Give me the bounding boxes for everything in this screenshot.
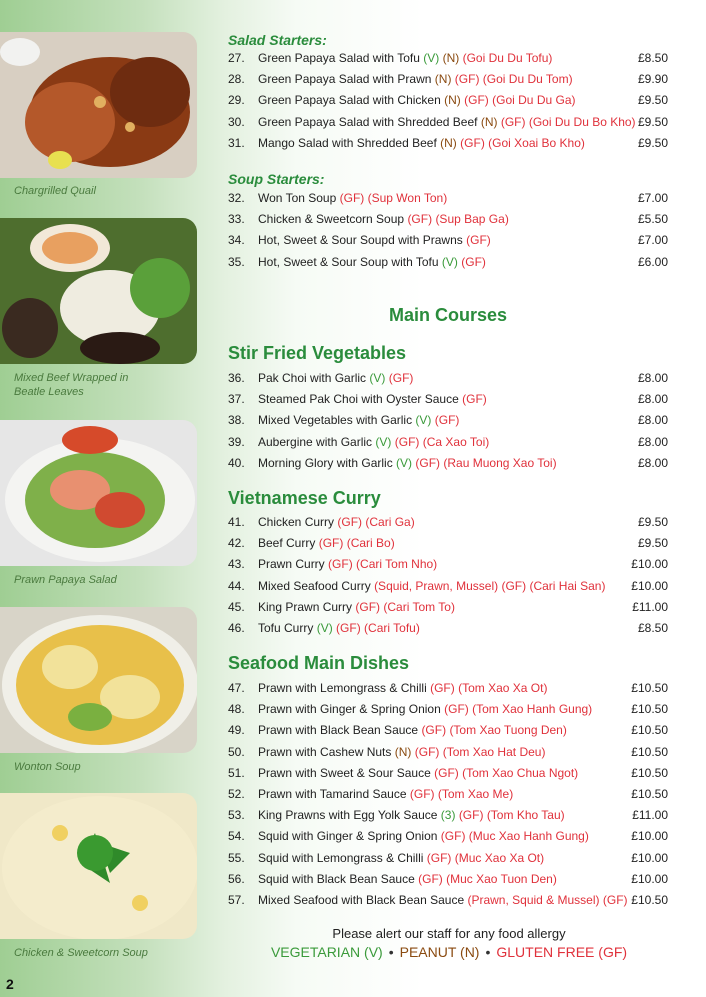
item-number: 43. <box>228 557 245 572</box>
item-name: Prawn Curry <box>258 557 325 572</box>
item-description <box>258 413 459 427</box>
item-description <box>258 435 489 449</box>
menu-item <box>228 808 668 826</box>
vietnamese-name: (Muc Xao Hanh Gung) <box>468 829 589 844</box>
gluten-free-tag: (GF) <box>434 765 459 780</box>
item-description <box>258 115 636 129</box>
gluten-free-tag: (GF) <box>418 871 443 886</box>
menu-item <box>228 787 668 805</box>
item-number: 42. <box>228 536 245 551</box>
menu-item <box>228 536 668 554</box>
vietnamese-name: (Rau Muong Xao Toi) <box>443 455 557 470</box>
gluten-free-tag: (GF) <box>318 536 344 551</box>
menu-item <box>228 456 668 474</box>
photo-wonton-soup <box>0 607 197 753</box>
vegetarian-tag: (V) <box>423 51 440 65</box>
item-description <box>258 392 487 406</box>
item-price: £9.50 <box>637 536 668 551</box>
item-name: Prawn with Black Bean Sauce <box>258 723 419 738</box>
gluten-free-tag: (GF) <box>466 233 491 248</box>
vietnamese-name: (Tom Xao Me) <box>437 787 514 801</box>
item-number: 51. <box>228 765 245 780</box>
gluten-free-tag: (GF) <box>337 515 363 529</box>
item-price: £8.00 <box>637 392 668 407</box>
peanut-tag: (N) <box>434 72 452 87</box>
vietnamese-name: (Tom Xao Tuong Den) <box>449 723 567 738</box>
item-number: 30. <box>228 114 245 129</box>
caption-chargrilled-quail: Chargrilled Quail <box>14 185 96 197</box>
item-price: £10.00 <box>631 850 668 865</box>
allergy-footer <box>228 926 670 960</box>
item-number: 48. <box>228 702 245 717</box>
item-detail: (Squid, Prawn, Mussel) <box>374 578 499 593</box>
vietnamese-name: (Muc Xao Xa Ot) <box>454 850 545 865</box>
vietnamese-name: (Cari Bo) <box>346 536 395 551</box>
item-name: Prawn with Cashew Nuts <box>258 744 392 759</box>
item-name: Squid with Black Bean Sauce <box>258 871 415 886</box>
item-description <box>258 681 547 695</box>
item-price: £10.50 <box>631 702 668 717</box>
item-name: Won Ton Soup <box>258 191 337 205</box>
main-courses-title: Main Courses <box>388 305 508 325</box>
legend-gluten-free: GLUTEN FREE (GF) <box>496 944 628 960</box>
item-price: £8.50 <box>637 621 668 635</box>
page-number: 2 <box>6 976 14 992</box>
gluten-free-tag: (GF) <box>602 893 628 907</box>
menu-item <box>228 681 668 699</box>
photo-chargrilled-quail <box>0 32 197 178</box>
item-description <box>258 136 585 150</box>
item-number: 31. <box>228 135 245 150</box>
item-name: King Prawns with Egg Yolk Sauce <box>258 808 438 823</box>
gluten-free-tag: (GF) <box>421 723 447 738</box>
vietnamese-name: (Cari Ga) <box>365 515 415 529</box>
photo-sidebar <box>0 0 215 997</box>
vietnamese-name: (Goi Du Du Ga) <box>492 93 576 108</box>
item-name: Chicken Curry <box>258 515 335 529</box>
allergy-notice: Please alert our staff for any food allergy <box>332 926 566 941</box>
menu-item <box>228 745 668 763</box>
gluten-free-tag: (GF) <box>430 681 455 695</box>
item-price: £7.00 <box>637 191 668 205</box>
vietnamese-name: (Ca Xao Toi) <box>422 434 490 449</box>
item-number: 46. <box>228 621 245 635</box>
item-description <box>258 93 576 107</box>
item-price: £8.00 <box>637 371 668 385</box>
vegetarian-tag: (3) <box>440 808 456 823</box>
gluten-free-tag: (GF) <box>458 808 484 823</box>
menu-item <box>228 392 668 410</box>
gluten-free-tag: (GF) <box>461 254 486 269</box>
item-price: £7.00 <box>637 233 668 248</box>
vegetarian-tag: (V) <box>441 254 458 269</box>
item-description <box>258 702 592 716</box>
menu-item <box>228 371 668 389</box>
gluten-free-tag: (GF) <box>339 191 365 205</box>
menu-item <box>228 255 668 273</box>
vegetarian-tag: (V) <box>369 371 386 385</box>
item-description <box>258 723 567 737</box>
item-name: Hot, Sweet & Sour Soupd with Prawns <box>258 233 463 248</box>
menu-item <box>228 557 668 575</box>
item-description <box>258 51 552 65</box>
vietnamese-name: (Muc Xao Tuon Den) <box>446 871 557 886</box>
item-name: Tofu Curry <box>258 621 314 635</box>
vietnamese-name: (Tom Xao Hat Deu) <box>442 744 546 759</box>
item-detail: (Prawn, Squid & Mussel) <box>467 893 600 907</box>
item-name: Squid with Lemongrass & Chilli <box>258 850 424 865</box>
item-number: 34. <box>228 233 245 248</box>
item-number: 27. <box>228 51 245 65</box>
item-price: £9.50 <box>637 515 668 529</box>
item-name: Hot, Sweet & Sour Soup with Tofu <box>258 254 439 269</box>
menu-item <box>228 136 668 154</box>
item-price: £10.00 <box>631 829 668 844</box>
item-description <box>258 872 557 886</box>
vietnamese-name: (Cari Tom To) <box>383 599 455 614</box>
item-description <box>258 766 578 780</box>
peanut-tag: (N) <box>440 135 457 150</box>
gluten-free-tag: (GF) <box>355 599 381 614</box>
gluten-free-tag: (GF) <box>464 93 489 108</box>
item-price: £5.50 <box>637 212 668 227</box>
section-title-seafood: Seafood Main Dishes <box>228 653 410 673</box>
item-name: Prawn with Ginger & Spring Onion <box>258 702 441 717</box>
item-price: £8.00 <box>637 455 668 470</box>
menu-item <box>228 93 668 111</box>
item-name: Green Papaya Salad with Chicken <box>258 93 441 108</box>
vietnamese-name: (Tom Xao Hanh Gung) <box>472 702 593 717</box>
item-description <box>258 557 437 571</box>
item-number: 45. <box>228 599 245 614</box>
vietnamese-name: (Tom Xao Xa Ot) <box>458 681 548 695</box>
legend-vegetarian: VEGETARIAN (V) <box>270 944 383 960</box>
gluten-free-tag: (GF) <box>409 787 435 801</box>
gluten-free-tag: (GF) <box>440 829 466 844</box>
item-number: 39. <box>228 434 245 449</box>
gluten-free-tag: (GF) <box>394 434 420 449</box>
item-description <box>258 808 565 822</box>
item-name: Beef Curry <box>258 536 316 551</box>
item-price: £9.50 <box>637 135 668 150</box>
vegetarian-tag: (V) <box>316 621 333 635</box>
peanut-tag: (N) <box>480 114 498 129</box>
item-description <box>258 893 628 907</box>
item-name: Chicken & Sweetcorn Soup <box>258 212 405 227</box>
item-number: 29. <box>228 93 245 108</box>
item-price: £9.50 <box>637 114 668 129</box>
item-number: 54. <box>228 829 245 844</box>
vietnamese-name: (Tom Kho Tau) <box>486 808 565 823</box>
item-description <box>258 72 573 86</box>
item-price: £8.00 <box>637 434 668 449</box>
item-name: Green Papaya Salad with Prawn <box>258 72 432 87</box>
item-number: 56. <box>228 871 245 886</box>
gluten-free-tag: (GF) <box>462 392 487 407</box>
item-price: £10.00 <box>631 557 668 572</box>
gluten-free-tag: (GF) <box>501 578 527 593</box>
menu-item <box>228 233 668 251</box>
item-name: Mixed Seafood Curry <box>258 578 371 593</box>
gluten-free-tag: (GF) <box>388 371 414 385</box>
item-price: £11.00 <box>632 599 668 614</box>
gluten-free-tag: (GF) <box>336 621 361 635</box>
item-number: 55. <box>228 850 245 865</box>
item-name: Pak Choi with Garlic <box>258 371 367 385</box>
item-description <box>258 456 557 470</box>
item-number: 49. <box>228 723 245 738</box>
item-description <box>258 621 420 635</box>
item-name: Prawn with Tamarind Sauce <box>258 787 407 801</box>
item-number: 47. <box>228 681 245 695</box>
item-price: £10.00 <box>631 871 668 886</box>
gluten-free-tag: (GF) <box>460 135 485 150</box>
item-number: 38. <box>228 413 245 428</box>
gluten-free-tag: (GF) <box>415 455 441 470</box>
item-name: Prawn with Lemongrass & Chilli <box>258 681 427 695</box>
gluten-free-tag: (GF) <box>414 744 440 759</box>
gluten-free-tag: (GF) <box>426 850 452 865</box>
section-title-stirfry: Stir Fried Vegetables <box>228 343 407 363</box>
item-price: £10.50 <box>631 787 668 801</box>
menu-item <box>228 579 668 597</box>
item-description <box>258 212 509 226</box>
menu-item <box>228 515 668 533</box>
item-price: £10.00 <box>631 578 668 593</box>
menu-item <box>228 435 668 453</box>
item-description <box>258 745 545 759</box>
item-description <box>258 787 513 801</box>
item-description <box>258 829 589 843</box>
vietnamese-name: (Sup Won Ton) <box>367 191 448 205</box>
menu-item <box>228 621 668 639</box>
vietnamese-name: (Cari Hai San) <box>529 578 606 593</box>
gluten-free-tag: (GF) <box>500 114 526 129</box>
gluten-free-tag: (GF) <box>454 72 480 87</box>
item-price: £9.50 <box>637 93 668 108</box>
menu-item <box>228 51 668 69</box>
item-number: 33. <box>228 212 245 227</box>
item-description <box>258 233 491 247</box>
item-price: £8.00 <box>637 413 668 428</box>
item-name: King Prawn Curry <box>258 599 353 614</box>
menu-item <box>228 191 668 209</box>
item-name: Prawn with Sweet & Sour Sauce <box>258 765 431 780</box>
vietnamese-name: (Cari Tom Nho) <box>356 557 438 572</box>
item-price: £8.50 <box>637 51 668 65</box>
caption-prawn-papaya-salad: Prawn Papaya Salad <box>14 574 117 586</box>
photo-chicken-sweetcorn-soup <box>0 793 197 939</box>
vietnamese-name: (Cari Tofu) <box>364 621 420 635</box>
item-name: Squid with Ginger & Spring Onion <box>258 829 438 844</box>
item-number: 41. <box>228 515 245 529</box>
item-price: £10.50 <box>631 893 668 907</box>
peanut-tag: (N) <box>444 93 461 108</box>
vietnamese-name: (Tom Xao Chua Ngot) <box>462 765 579 780</box>
vietnamese-name: (Goi Du Du Tofu) <box>462 51 553 65</box>
item-description <box>258 255 486 269</box>
item-price: £10.50 <box>631 744 668 759</box>
caption-mixed-beef: Mixed Beef Wrapped in Beatle Leaves <box>14 372 129 398</box>
menu-item <box>228 766 668 784</box>
item-name: Mango Salad with Shredded Beef <box>258 135 437 150</box>
menu-item <box>228 851 668 869</box>
photo-mixed-beef <box>0 218 197 364</box>
item-price: £10.50 <box>631 681 668 695</box>
vietnamese-name: (Goi Du Du Bo Kho) <box>528 114 636 129</box>
menu-item <box>228 872 668 890</box>
item-number: 50. <box>228 744 245 759</box>
item-number: 40. <box>228 455 245 470</box>
item-description <box>258 536 395 550</box>
item-name: Mixed Seafood with Black Bean Sauce <box>258 893 465 907</box>
item-description <box>258 515 415 529</box>
item-number: 32. <box>228 191 245 205</box>
legend-bullet: • <box>485 944 491 960</box>
vegetarian-tag: (V) <box>396 455 413 470</box>
menu-item <box>228 413 668 431</box>
item-price: £9.90 <box>637 72 668 87</box>
vegetarian-tag: (V) <box>415 413 432 428</box>
menu-item <box>228 893 668 911</box>
gluten-free-tag: (GF) <box>407 212 433 227</box>
menu-item <box>228 72 668 90</box>
item-number: 28. <box>228 72 245 87</box>
item-description <box>258 851 544 865</box>
item-description <box>258 579 605 593</box>
menu-item <box>228 212 668 230</box>
item-name: Aubergine with Garlic <box>258 434 373 449</box>
item-number: 35. <box>228 254 245 269</box>
item-price: £10.50 <box>631 765 668 780</box>
item-number: 57. <box>228 893 245 907</box>
item-name: Green Papaya Salad with Shredded Beef <box>258 114 478 129</box>
item-price: £11.00 <box>632 808 668 823</box>
vietnamese-name: (Goi Xoai Bo Kho) <box>488 135 585 150</box>
item-description <box>258 600 455 614</box>
item-number: 44. <box>228 578 245 593</box>
item-name: Green Papaya Salad with Tofu <box>258 51 420 65</box>
item-number: 53. <box>228 808 245 823</box>
item-number: 52. <box>228 787 245 801</box>
photo-prawn-papaya-salad <box>0 420 197 566</box>
section-title-soup: Soup Starters: <box>228 171 325 187</box>
peanut-tag: (N) <box>442 51 460 65</box>
item-price: £6.00 <box>637 254 668 269</box>
legend-bullet: • <box>388 944 394 960</box>
caption-wonton-soup: Wonton Soup <box>14 761 81 773</box>
item-description <box>258 191 447 205</box>
menu-item <box>228 600 668 618</box>
vegetarian-tag: (V) <box>375 434 392 449</box>
item-description <box>258 371 413 385</box>
caption-chicken-sweetcorn-soup: Chicken & Sweetcorn Soup <box>14 947 148 959</box>
item-name: Steamed Pak Choi with Oyster Sauce <box>258 392 459 407</box>
menu-item <box>228 829 668 847</box>
menu-item <box>228 115 668 133</box>
item-number: 36. <box>228 371 245 385</box>
vietnamese-name: (Sup Bap Ga) <box>435 212 509 227</box>
gluten-free-tag: (GF) <box>328 557 353 572</box>
menu-item <box>228 702 668 720</box>
item-name: Morning Glory with Garlic <box>258 455 393 470</box>
legend-peanut: PEANUT (N) <box>399 944 480 960</box>
menu-item <box>228 723 668 741</box>
vietnamese-name: (Goi Du Du Tom) <box>482 72 573 87</box>
gluten-free-tag: (GF) <box>444 702 469 717</box>
peanut-tag: (N) <box>394 744 412 759</box>
allergy-legend <box>228 944 670 960</box>
gluten-free-tag: (GF) <box>434 413 460 428</box>
item-price: £10.50 <box>631 723 668 738</box>
section-title-curry: Vietnamese Curry <box>228 488 381 508</box>
item-name: Mixed Vegetables with Garlic <box>258 413 413 428</box>
section-title-salad: Salad Starters: <box>228 32 327 48</box>
item-number: 37. <box>228 392 245 407</box>
